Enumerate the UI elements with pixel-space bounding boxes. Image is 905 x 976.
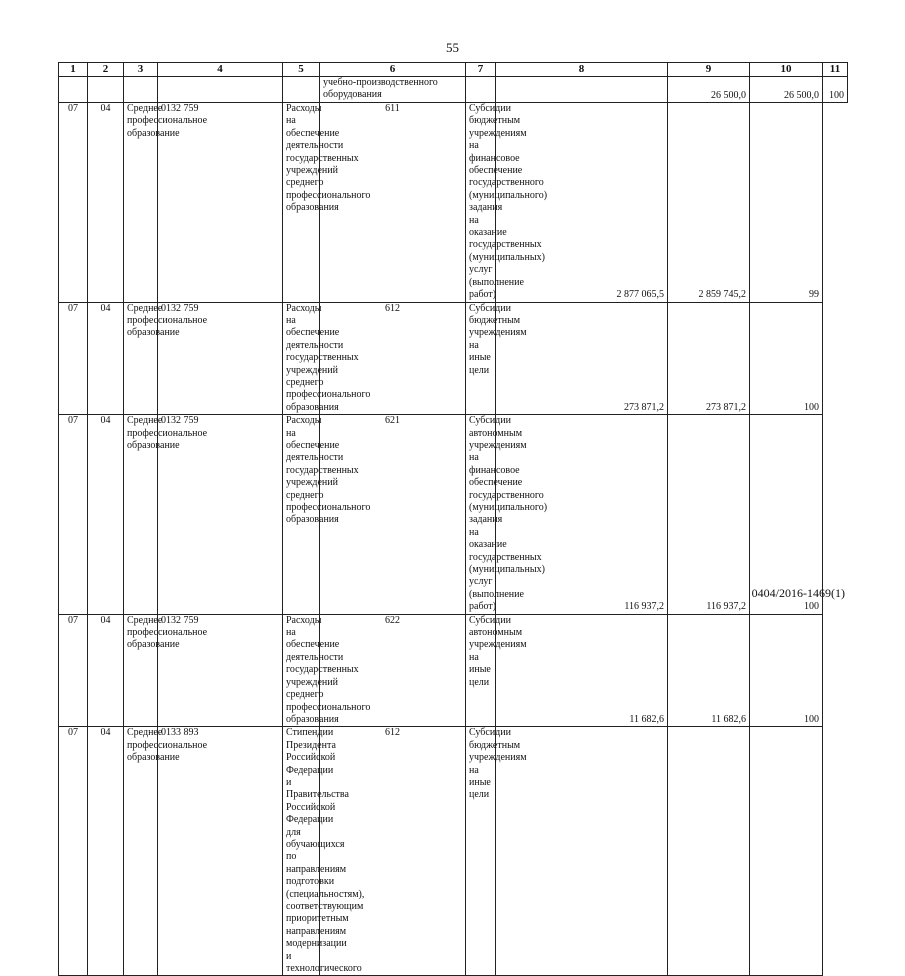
amount-executed: 11 682,6 [668, 614, 750, 727]
section-name: Среднее профессиональное образование [124, 302, 158, 415]
header-cell: 8 [496, 63, 668, 77]
table-row [59, 103, 848, 303]
budget-table [58, 62, 848, 976]
table-row [59, 415, 848, 615]
expense-type-name: Субсидии автономным учреждениям на иные цели [466, 614, 496, 727]
expense-description: Расходы на обеспечение деятельности государственных учреждений среднего профессионального образования [283, 302, 320, 415]
table-row [59, 614, 848, 727]
target-article: 0132 759 [158, 614, 283, 727]
table-row [59, 302, 848, 415]
expense-type-name: Субсидии бюджетным учреждениям на финансовое обеспечение государственного (муниципального) задания на оказание государственных (муниципальных) услуг (выполнение работ) [466, 103, 496, 303]
section-code: 07 [59, 302, 88, 415]
header-cell: 6 [320, 63, 466, 77]
amount-planned: 2 877 065,5 [496, 103, 668, 303]
target-article: 0132 759 [158, 302, 283, 415]
header-cell: 7 [466, 63, 496, 77]
expense-type-name: Субсидии бюджетным учреждениям на иные цели [466, 727, 496, 976]
section-code: 07 [59, 727, 88, 976]
document-code: 0404/2016-1469(1) [751, 586, 845, 600]
section-name: Среднее профессиональное образование [124, 614, 158, 727]
header-cell: 3 [124, 63, 158, 77]
subsection-code: 04 [88, 103, 124, 303]
expense-type-name: Субсидии автономным учреждениям на финансовое обеспечение государственного (муниципального) задания на оказание государственных (муниципальных) услуг (выполнение работ) [466, 415, 496, 615]
section-code: 07 [59, 103, 88, 303]
percent-executed: 100 [750, 415, 823, 615]
amount-executed: 273 871,2 [668, 302, 750, 415]
section-name: Среднее профессиональное образование [124, 415, 158, 615]
table-row [59, 727, 848, 976]
table-row-continuation [59, 77, 848, 103]
percent-executed [750, 727, 823, 976]
expense-description: учебно-производственного оборудования [320, 77, 466, 103]
header-cell: 1 [59, 63, 88, 77]
amount-executed: 116 937,2 [668, 415, 750, 615]
header-cell: 11 [823, 63, 848, 77]
expense-description: Расходы на обеспечение деятельности государственных учреждений среднего профессионального образования [283, 415, 320, 615]
percent-executed: 99 [750, 103, 823, 303]
header-cell: 2 [88, 63, 124, 77]
percent-executed: 100 [823, 77, 848, 103]
expense-type-name: Субсидии бюджетным учреждениям на иные цели [466, 302, 496, 415]
header-cell: 10 [750, 63, 823, 77]
section-name: Среднее профессиональное образование [124, 103, 158, 303]
section-name: Среднее профессиональное образование [124, 727, 158, 976]
expense-type-code: 622 [320, 614, 466, 727]
amount-planned: 273 871,2 [496, 302, 668, 415]
amount-planned: 11 682,6 [496, 614, 668, 727]
expense-type-code: 611 [320, 103, 466, 303]
section-code: 07 [59, 614, 88, 727]
header-cell: 9 [668, 63, 750, 77]
subsection-code: 04 [88, 415, 124, 615]
amount-planned: 26 500,0 [668, 77, 750, 103]
expense-description: Расходы на обеспечение деятельности государственных учреждений среднего профессионального образования [283, 614, 320, 727]
percent-executed: 100 [750, 614, 823, 727]
target-article: 0132 759 [158, 415, 283, 615]
page-number: 55 [446, 40, 459, 55]
header-cell: 5 [283, 63, 320, 77]
expense-type-code: 612 [320, 302, 466, 415]
amount-planned [496, 727, 668, 976]
header-cell: 4 [158, 63, 283, 77]
expense-description: Расходы на обеспечение деятельности государственных учреждений среднего профессионального образования [283, 103, 320, 303]
header-row [59, 63, 848, 77]
percent-executed: 100 [750, 302, 823, 415]
subsection-code: 04 [88, 614, 124, 727]
expense-type-code: 621 [320, 415, 466, 615]
expense-description: Стипендии Президента Российской Федерации и Правительства Российской Федерации для обучающихся по направлениям подготовки (специальностям), соответствующим приоритетным направлениям модернизации и технологического [283, 727, 320, 976]
target-article: 0132 759 [158, 103, 283, 303]
expense-type-code: 612 [320, 727, 466, 976]
amount-executed: 2 859 745,2 [668, 103, 750, 303]
amount-executed: 26 500,0 [750, 77, 823, 103]
amount-planned: 116 937,2 [496, 415, 668, 615]
target-article: 0133 893 [158, 727, 283, 976]
subsection-code: 04 [88, 302, 124, 415]
section-code: 07 [59, 415, 88, 615]
subsection-code: 04 [88, 727, 124, 976]
amount-executed [668, 727, 750, 976]
